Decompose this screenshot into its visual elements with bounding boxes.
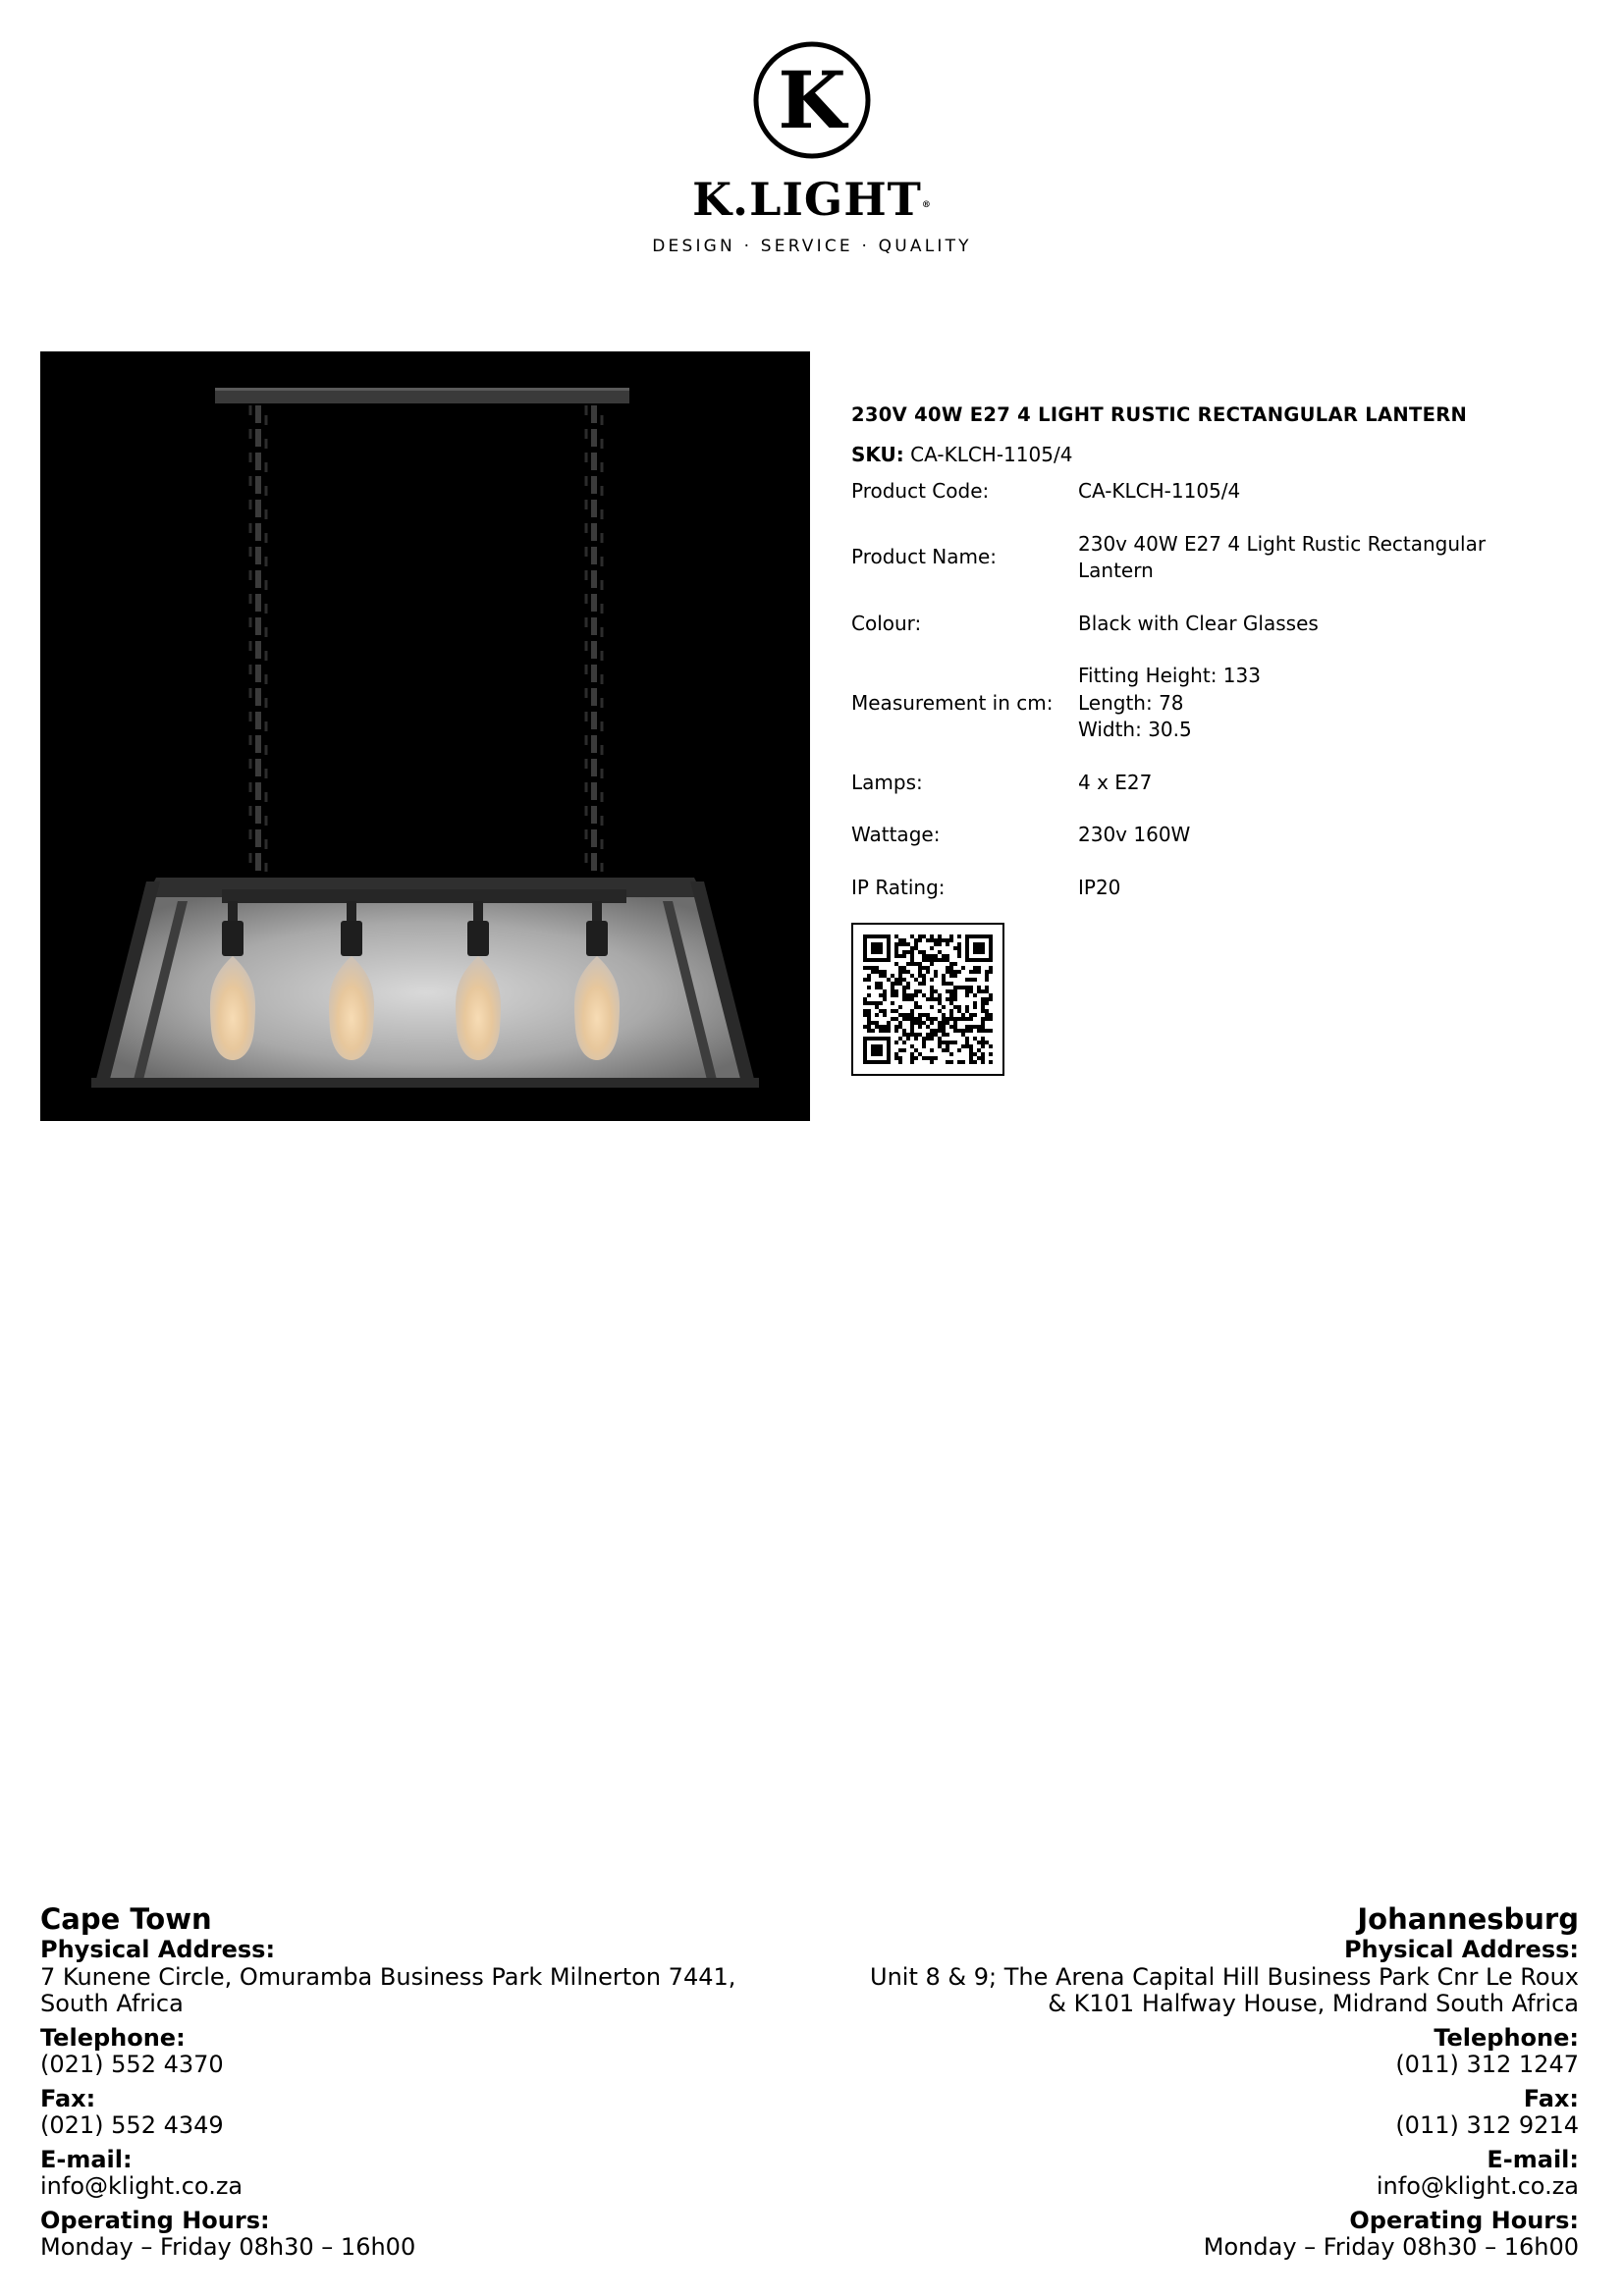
- email-label: E-mail:: [1487, 2145, 1579, 2173]
- brand-name: K.LIGHT®: [692, 173, 932, 226]
- address-line: & K101 Halfway House, Midrand South Africa: [1048, 1990, 1579, 2017]
- hours-value: Monday – Friday 08h30 – 16h00: [40, 2233, 416, 2261]
- spec-row-product-code: [851, 478, 1569, 506]
- address-line: 7 Kunene Circle, Omuramba Business Park Milnerton 7441,: [40, 1962, 736, 1991]
- fax-value: (011) 312 9214: [1395, 2111, 1579, 2139]
- spec-value: 230v 40W E27 4 Light Rustic Rectangular Lantern: [1078, 531, 1487, 582]
- k-monogram-icon: [751, 39, 873, 161]
- spec-row-colour: [851, 611, 1569, 638]
- spec-label: Measurement in cm:: [851, 690, 1054, 715]
- spec-label: IP Rating:: [851, 875, 946, 899]
- address-label: Physical Address:: [40, 1936, 276, 1963]
- address-line: South Africa: [40, 1990, 184, 2017]
- hours-label: Operating Hours:: [1349, 2206, 1579, 2234]
- spec-label: Lamps:: [851, 770, 923, 794]
- product-spec-panel: [851, 402, 1597, 1076]
- telephone-label: Telephone:: [1434, 2023, 1579, 2052]
- spec-label: Product Name:: [851, 545, 998, 569]
- product-sku: SKU: CA-KLCH-1105/4: [851, 443, 1073, 466]
- office-city: Cape Town: [40, 1902, 212, 1936]
- brand-tagline: DESIGN · SERVICE · QUALITY: [652, 237, 972, 256]
- email-link[interactable]: info@klight.co.za: [1376, 2172, 1579, 2200]
- spec-row-ip-rating: [851, 875, 1569, 902]
- qr-code-icon: [863, 934, 993, 1064]
- product-image: [40, 351, 810, 1121]
- spec-row-wattage: [851, 822, 1569, 849]
- fax-label: Fax:: [1523, 2084, 1579, 2112]
- spec-row-lamps: [851, 770, 1569, 797]
- telephone-value[interactable]: (011) 312 1247: [1395, 2051, 1579, 2078]
- email-label: E-mail:: [40, 2145, 133, 2173]
- svg-text:K: K: [778, 54, 846, 146]
- spec-value: Black with Clear Glasses: [1078, 611, 1319, 635]
- address-line: Unit 8 & 9; The Arena Capital Hill Business Park Cnr Le Roux: [870, 1962, 1579, 1991]
- office-city: Johannesburg: [1357, 1902, 1579, 1936]
- spec-value: CA-KLCH-1105/4: [1078, 479, 1241, 503]
- telephone-label: Telephone:: [40, 2023, 186, 2052]
- telephone-value[interactable]: (021) 552 4370: [40, 2051, 224, 2078]
- fax-value: (021) 552 4349: [40, 2111, 224, 2139]
- address-label: Physical Address:: [1343, 1936, 1579, 1963]
- spec-label: Colour:: [851, 611, 922, 635]
- spec-value: Fitting Height: 133 Length: 78 Width: 30.5: [1078, 664, 1261, 741]
- fax-label: Fax:: [40, 2084, 96, 2112]
- spec-label: Product Code:: [851, 479, 990, 503]
- hours-value: Monday – Friday 08h30 – 16h00: [1203, 2233, 1579, 2261]
- spec-value: IP20: [1078, 875, 1121, 899]
- spec-table: [851, 478, 1569, 901]
- hours-label: Operating Hours:: [40, 2206, 270, 2234]
- product-title: 230V 40W E27 4 LIGHT RUSTIC RECTANGULAR LANTERN: [851, 403, 1468, 426]
- spec-value: 4 x E27: [1078, 770, 1153, 794]
- spec-row-product-name: [851, 531, 1569, 585]
- email-link[interactable]: info@klight.co.za: [40, 2172, 244, 2200]
- spec-label: Wattage:: [851, 823, 941, 846]
- spec-row-measurement: [851, 663, 1569, 744]
- lantern-illustration: [40, 351, 810, 1121]
- office-cape-town: [40, 1902, 826, 2262]
- spec-value: 230v 160W: [1078, 823, 1191, 846]
- office-johannesburg: [793, 1902, 1579, 2262]
- brand-logo: [0, 39, 1624, 257]
- qr-code[interactable]: [851, 923, 1004, 1076]
